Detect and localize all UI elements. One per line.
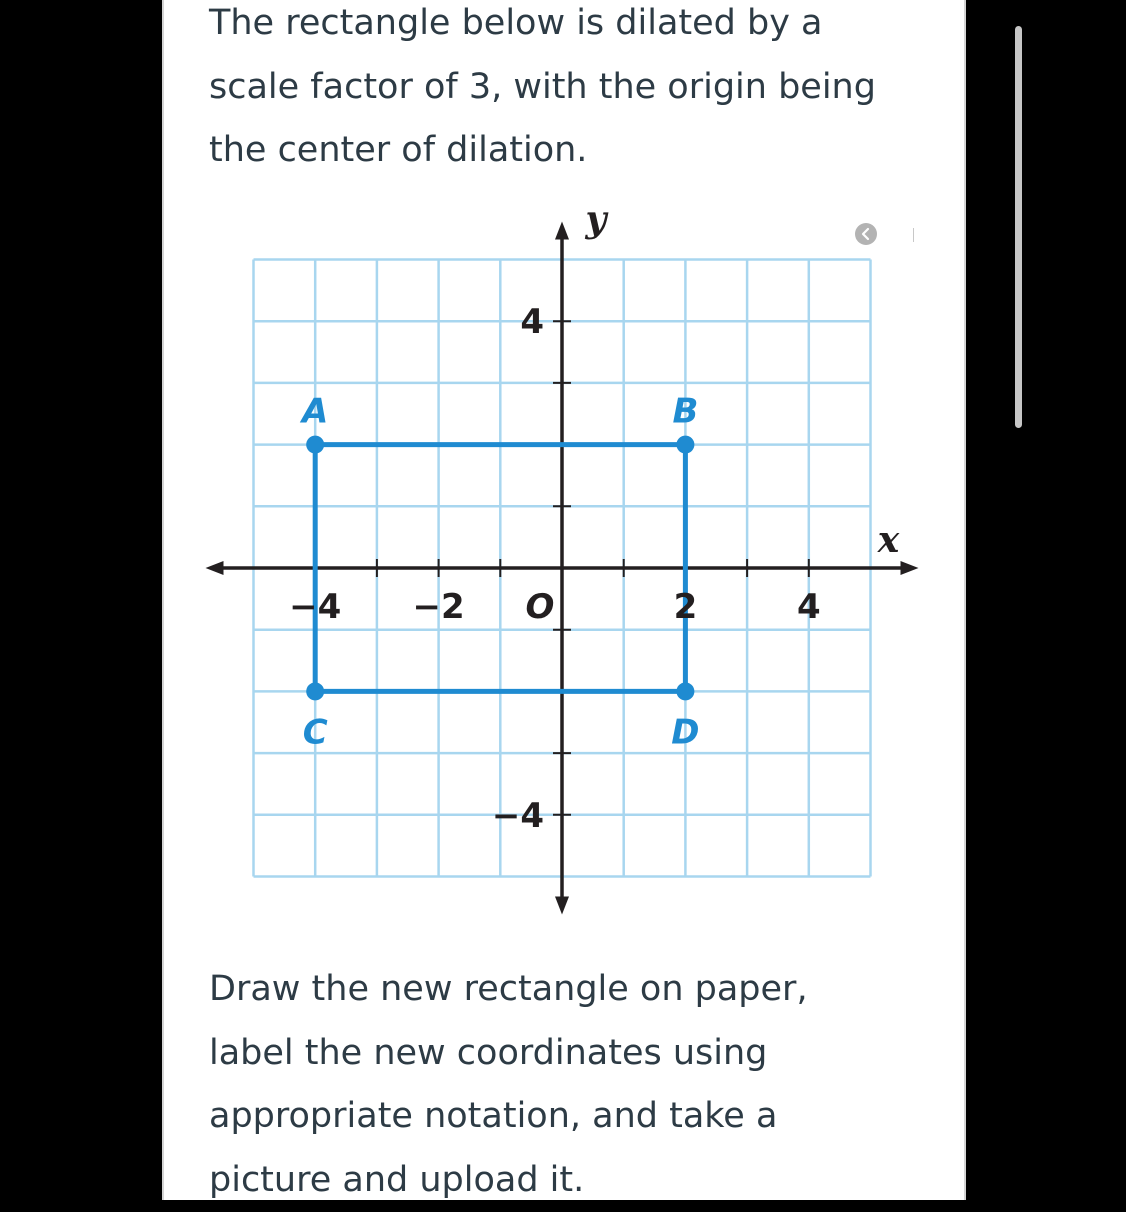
x-axis-label: x — [877, 519, 900, 561]
instruction-line-3: appropriate notation, and take a — [209, 1085, 939, 1149]
y-axis-label: y — [585, 199, 609, 241]
intro-line-2: scale factor of 3, with the origin being — [209, 56, 939, 120]
x-tick-label: 2 — [674, 587, 698, 627]
x-axis-arrow-left — [206, 561, 224, 575]
y-axis-arrow-up — [555, 222, 569, 240]
intro-line-1: The rectangle below is dilated by a — [209, 0, 939, 56]
point-label-d: D — [671, 712, 699, 752]
x-axis-arrow-right — [901, 561, 919, 575]
point-d — [676, 682, 694, 700]
instruction-line-4: picture and upload it. — [209, 1149, 939, 1212]
y-tick-label: −4 — [492, 796, 544, 836]
axes — [206, 222, 919, 915]
intro-line-3: the center of dilation. — [209, 119, 939, 183]
y-tick-label: 4 — [520, 302, 544, 342]
point-b — [676, 436, 694, 454]
x-tick-label: −4 — [289, 587, 341, 627]
point-c — [306, 682, 324, 700]
y-axis-arrow-down — [555, 897, 569, 915]
point-label-c: C — [303, 712, 328, 752]
instruction-line-2: label the new coordinates using — [209, 1022, 939, 1086]
scrollbar-thumb[interactable] — [1015, 26, 1022, 428]
instruction-line-1: Draw the new rectangle on paper, — [209, 958, 939, 1022]
point-label-a: A — [299, 392, 328, 432]
point-a — [306, 436, 324, 454]
previous-image-button[interactable] — [855, 223, 877, 245]
divider — [913, 228, 914, 242]
scrollbar[interactable] — [1012, 0, 1026, 1200]
chevron-left-icon — [855, 223, 877, 245]
x-tick-label: −2 — [413, 587, 465, 627]
point-label-b: B — [672, 392, 698, 432]
x-tick-label: 4 — [797, 587, 821, 627]
origin-label: O — [526, 587, 555, 627]
